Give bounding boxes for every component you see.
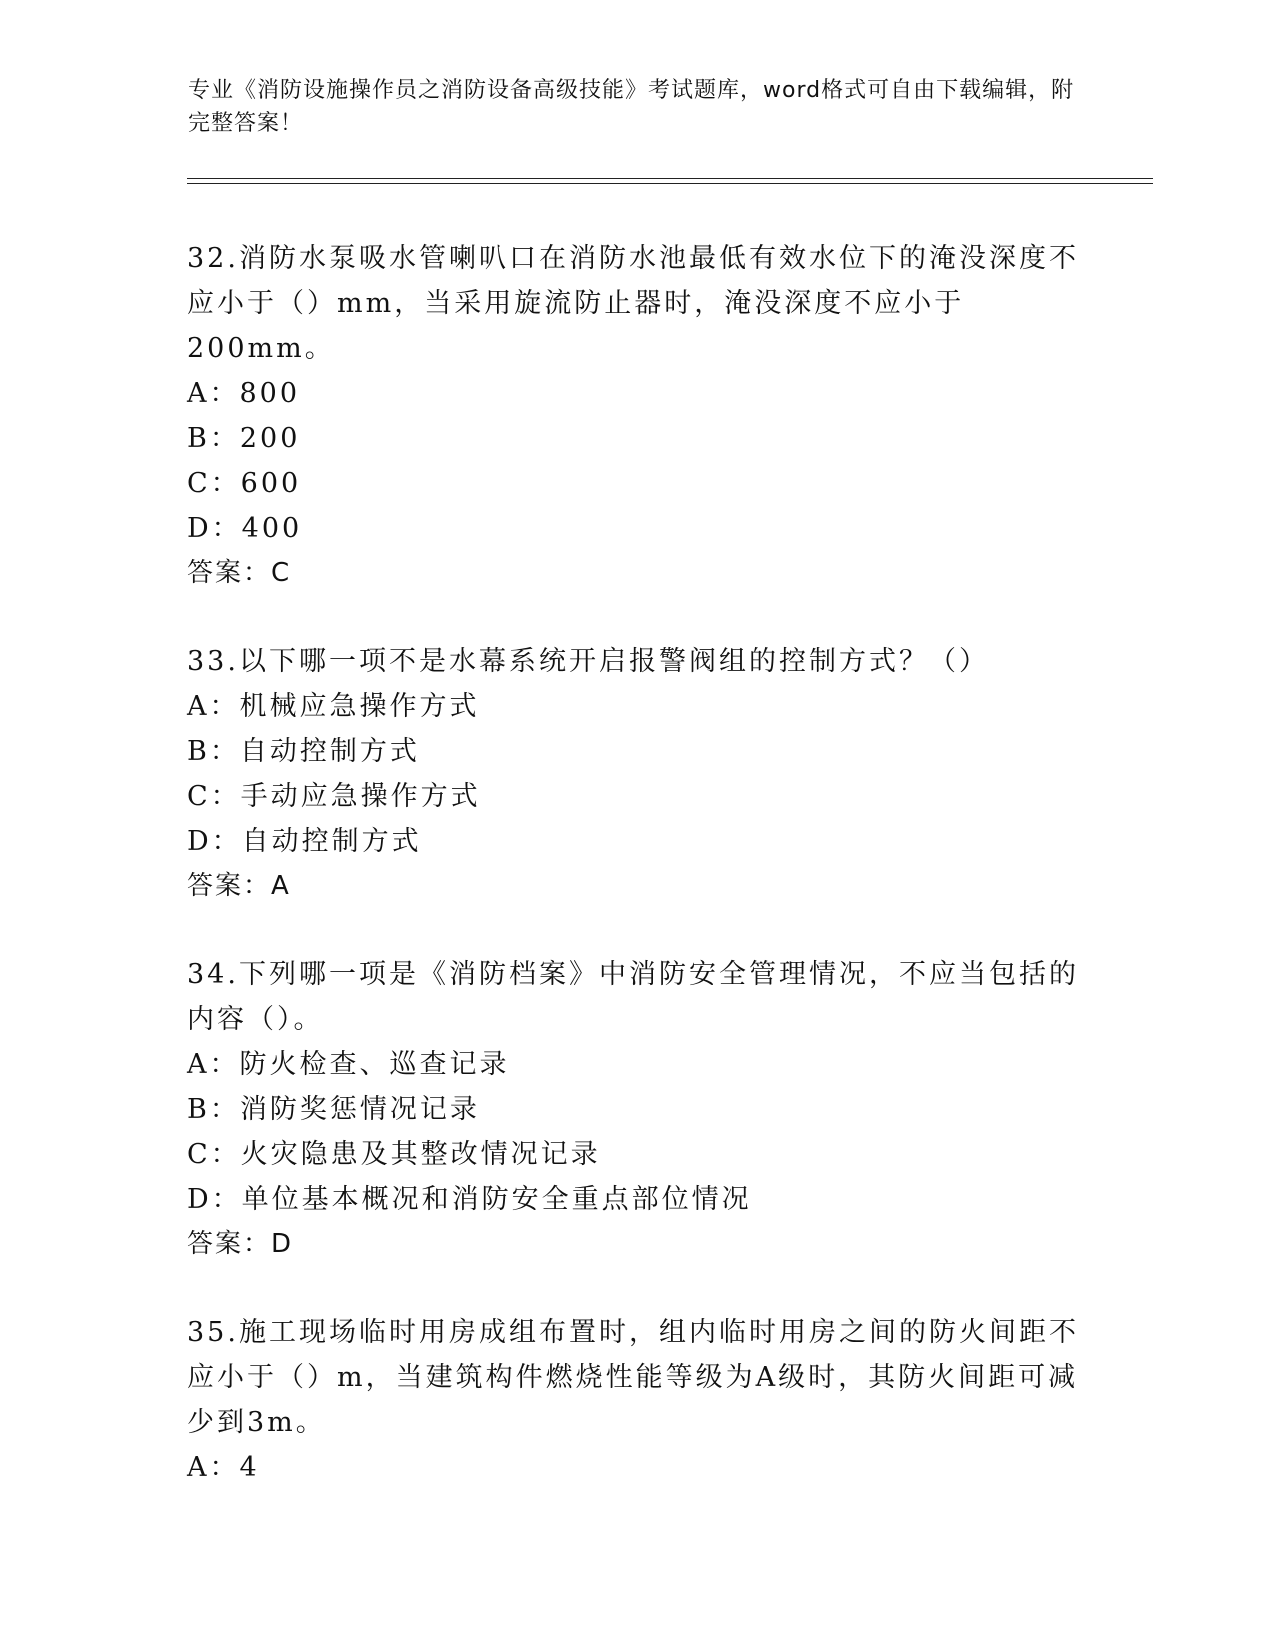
option-a	[187, 1042, 1087, 1087]
option-letter: A：	[187, 378, 240, 409]
option-text: 防火检查、巡查记录	[239, 1049, 510, 1080]
question-stem: 33.以下哪一项不是水幕系统开启报警阀组的控制方式？（）	[187, 646, 989, 677]
answer-line: 答案：D	[187, 1229, 294, 1259]
option-text: 4	[239, 1452, 260, 1483]
option-letter: D：	[187, 513, 242, 544]
question-stem: 32.消防水泵吸水管喇叭口在消防水池最低有效水位下的淹没深度不应小于（）mm，当采用旋流防止器时，淹没深度不应小于200mm。	[187, 243, 1079, 364]
question-34	[187, 952, 1087, 1267]
option-letter: A：	[187, 691, 240, 722]
option-b	[187, 729, 1087, 774]
option-letter: B：	[187, 736, 240, 767]
option-a	[187, 1445, 1087, 1490]
option-d	[187, 819, 1087, 864]
option-text: 自动控制方式	[241, 826, 422, 857]
option-d	[187, 506, 1087, 551]
question-33	[187, 639, 1087, 909]
option-letter: D：	[187, 826, 242, 857]
option-a	[187, 684, 1087, 729]
option-b	[187, 416, 1087, 461]
option-letter: C：	[187, 468, 241, 499]
option-text: 200	[239, 423, 301, 454]
document-header: 专业《消防设施操作员之消防设备高级技能》考试题库，word格式可自由下载编辑，附完整答案！	[188, 78, 1075, 136]
header-divider-top	[187, 178, 1153, 179]
option-text: 机械应急操作方式	[239, 691, 480, 722]
option-letter: A：	[187, 1049, 240, 1080]
question-list	[187, 236, 1087, 1533]
option-a	[187, 371, 1087, 416]
question-stem: 34.下列哪一项是《消防档案》中消防安全管理情况，不应当包括的内容（）。	[187, 959, 1079, 1035]
option-c	[187, 774, 1087, 819]
option-letter: C：	[187, 1139, 241, 1170]
option-text: 自动控制方式	[239, 736, 420, 767]
option-text: 消防奖惩情况记录	[239, 1094, 480, 1125]
option-text: 600	[240, 468, 302, 499]
option-letter: C：	[187, 781, 241, 812]
option-letter: D：	[187, 1184, 242, 1215]
option-letter: B：	[187, 1094, 240, 1125]
option-b	[187, 1087, 1087, 1132]
option-letter: A：	[187, 1452, 240, 1483]
option-d	[187, 1177, 1087, 1222]
question-35	[187, 1310, 1087, 1490]
option-letter: B：	[187, 423, 240, 454]
option-text: 单位基本概况和消防安全重点部位情况	[241, 1184, 752, 1215]
option-c	[187, 1132, 1087, 1177]
answer-line: 答案：C	[187, 558, 292, 588]
header-divider-bottom	[187, 183, 1153, 184]
question-32	[187, 236, 1087, 596]
option-c	[187, 461, 1087, 506]
answer-line: 答案：A	[187, 871, 291, 901]
option-text: 火灾隐患及其整改情况记录	[240, 1139, 601, 1170]
option-text: 800	[239, 378, 301, 409]
question-stem: 35.施工现场临时用房成组布置时，组内临时用房之间的防火间距不应小于（）m，当建筑构件燃烧性能等级为A级时，其防火间距可减少到3m。	[187, 1317, 1079, 1438]
option-text: 手动应急操作方式	[240, 781, 481, 812]
option-text: 400	[241, 513, 303, 544]
